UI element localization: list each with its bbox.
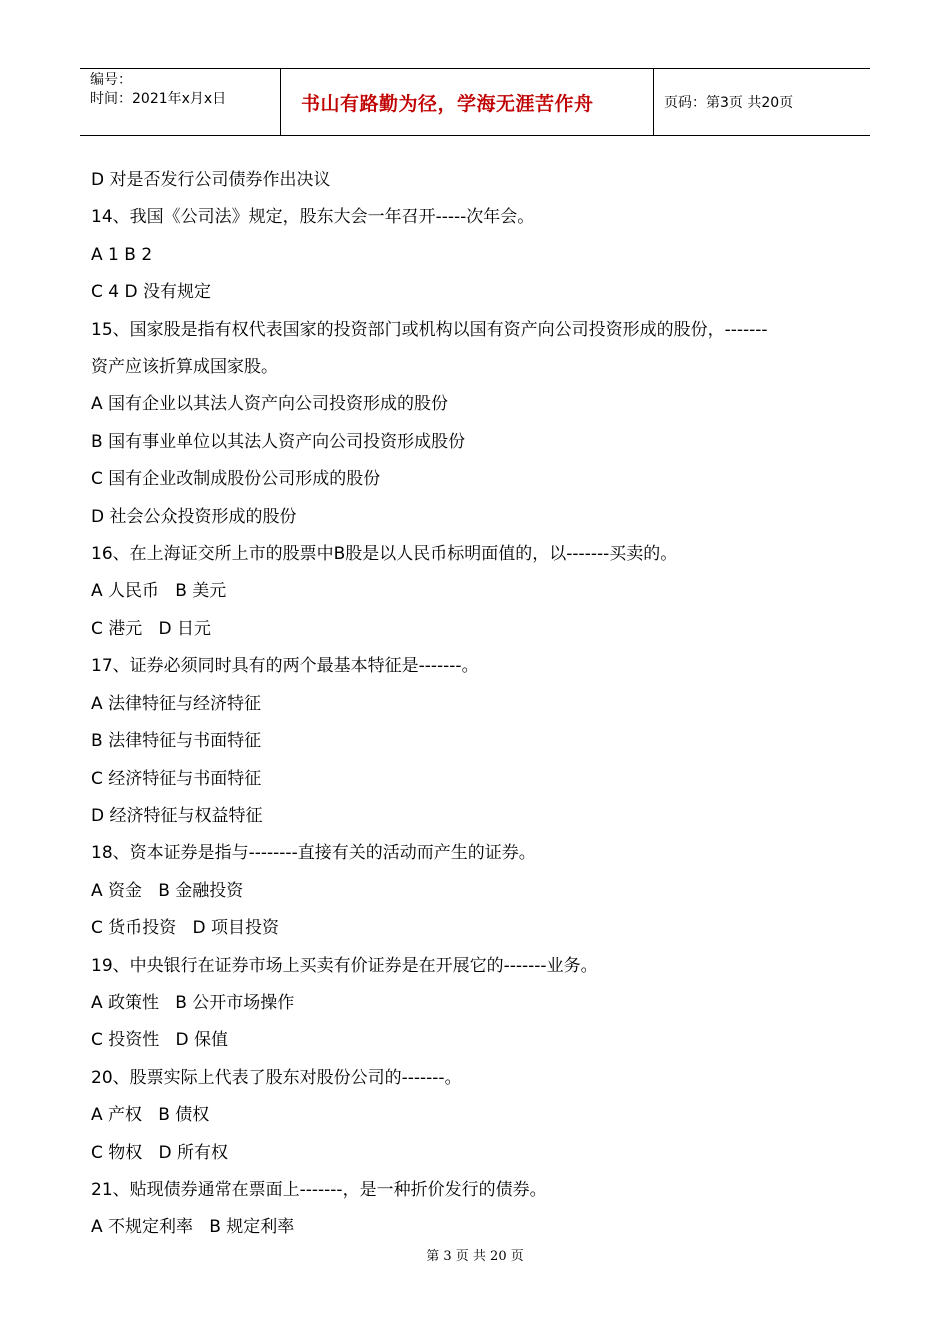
question-text: 16、在上海证交所上市的股票中B股是以人民币标明面值的，以-------买卖的。 bbox=[91, 544, 678, 565]
answer-options: A 产权 B 债权 bbox=[91, 1105, 210, 1126]
document-body bbox=[91, 162, 871, 1247]
answer-options: C 4 D 没有规定 bbox=[91, 282, 211, 303]
answer-option: B 国有事业单位以其法人资产向公司投资形成股份 bbox=[91, 431, 466, 452]
question-text: 17、证券必须同时具有的两个最基本特征是-------。 bbox=[91, 656, 479, 677]
document-date: 时间：2021年x月x日 bbox=[90, 91, 227, 107]
answer-option: A 国有企业以其法人资产向公司投资形成的股份 bbox=[91, 394, 449, 415]
answer-option: D 经济特征与权益特征 bbox=[91, 805, 263, 826]
answer-options: C 货币投资 D 项目投资 bbox=[91, 918, 279, 939]
question-text-continued: 资产应该折算成国家股。 bbox=[91, 357, 278, 378]
question-text: 14、我国《公司法》规定，股东大会一年召开-----次年会。 bbox=[91, 207, 535, 228]
page-header bbox=[80, 68, 870, 136]
answer-option: D 社会公众投资形成的股份 bbox=[91, 506, 297, 527]
header-page-info: 页码：第3页 共20页 bbox=[664, 95, 794, 111]
answer-option: C 经济特征与书面特征 bbox=[91, 768, 262, 789]
page-footer: 第 3 页 共 20 页 bbox=[426, 1249, 524, 1264]
header-motto: 书山有路勤为径，学海无涯苦作舟 bbox=[281, 69, 654, 135]
answer-option: A 法律特征与经济特征 bbox=[91, 693, 262, 714]
answer-option: B 法律特征与书面特征 bbox=[91, 731, 262, 752]
answer-options: A 人民币 B 美元 bbox=[91, 581, 227, 602]
answer-options: C 物权 D 所有权 bbox=[91, 1142, 228, 1163]
question-text: 21、贴现债券通常在票面上-------，是一种折价发行的债券。 bbox=[91, 1179, 547, 1200]
question-text: 15、国家股是指有权代表国家的投资部门或机构以国有资产向公司投资形成的股份，------- bbox=[91, 319, 768, 340]
answer-options: A 政策性 B 公开市场操作 bbox=[91, 992, 295, 1013]
question-text: 20、股票实际上代表了股东对股份公司的-------。 bbox=[91, 1067, 462, 1088]
header-meta bbox=[80, 69, 281, 135]
text-line: D 对是否发行公司债券作出决议 bbox=[91, 170, 331, 190]
answer-options: A 资金 B 金融投资 bbox=[91, 880, 244, 901]
document-number-label: 编号： bbox=[90, 72, 132, 88]
answer-options: C 港元 D 日元 bbox=[91, 618, 211, 639]
answer-options: A 1 B 2 bbox=[91, 244, 153, 265]
question-text: 18、资本证券是指与--------直接有关的活动而产生的证券。 bbox=[91, 843, 536, 864]
question-text: 19、中央银行在证券市场上买卖有价证券是在开展它的-------业务。 bbox=[91, 955, 598, 976]
answer-option: C 国有企业改制成股份公司形成的股份 bbox=[91, 469, 381, 490]
answer-options: C 投资性 D 保值 bbox=[91, 1030, 228, 1051]
answer-options: A 不规定利率 B 规定利率 bbox=[91, 1217, 295, 1238]
